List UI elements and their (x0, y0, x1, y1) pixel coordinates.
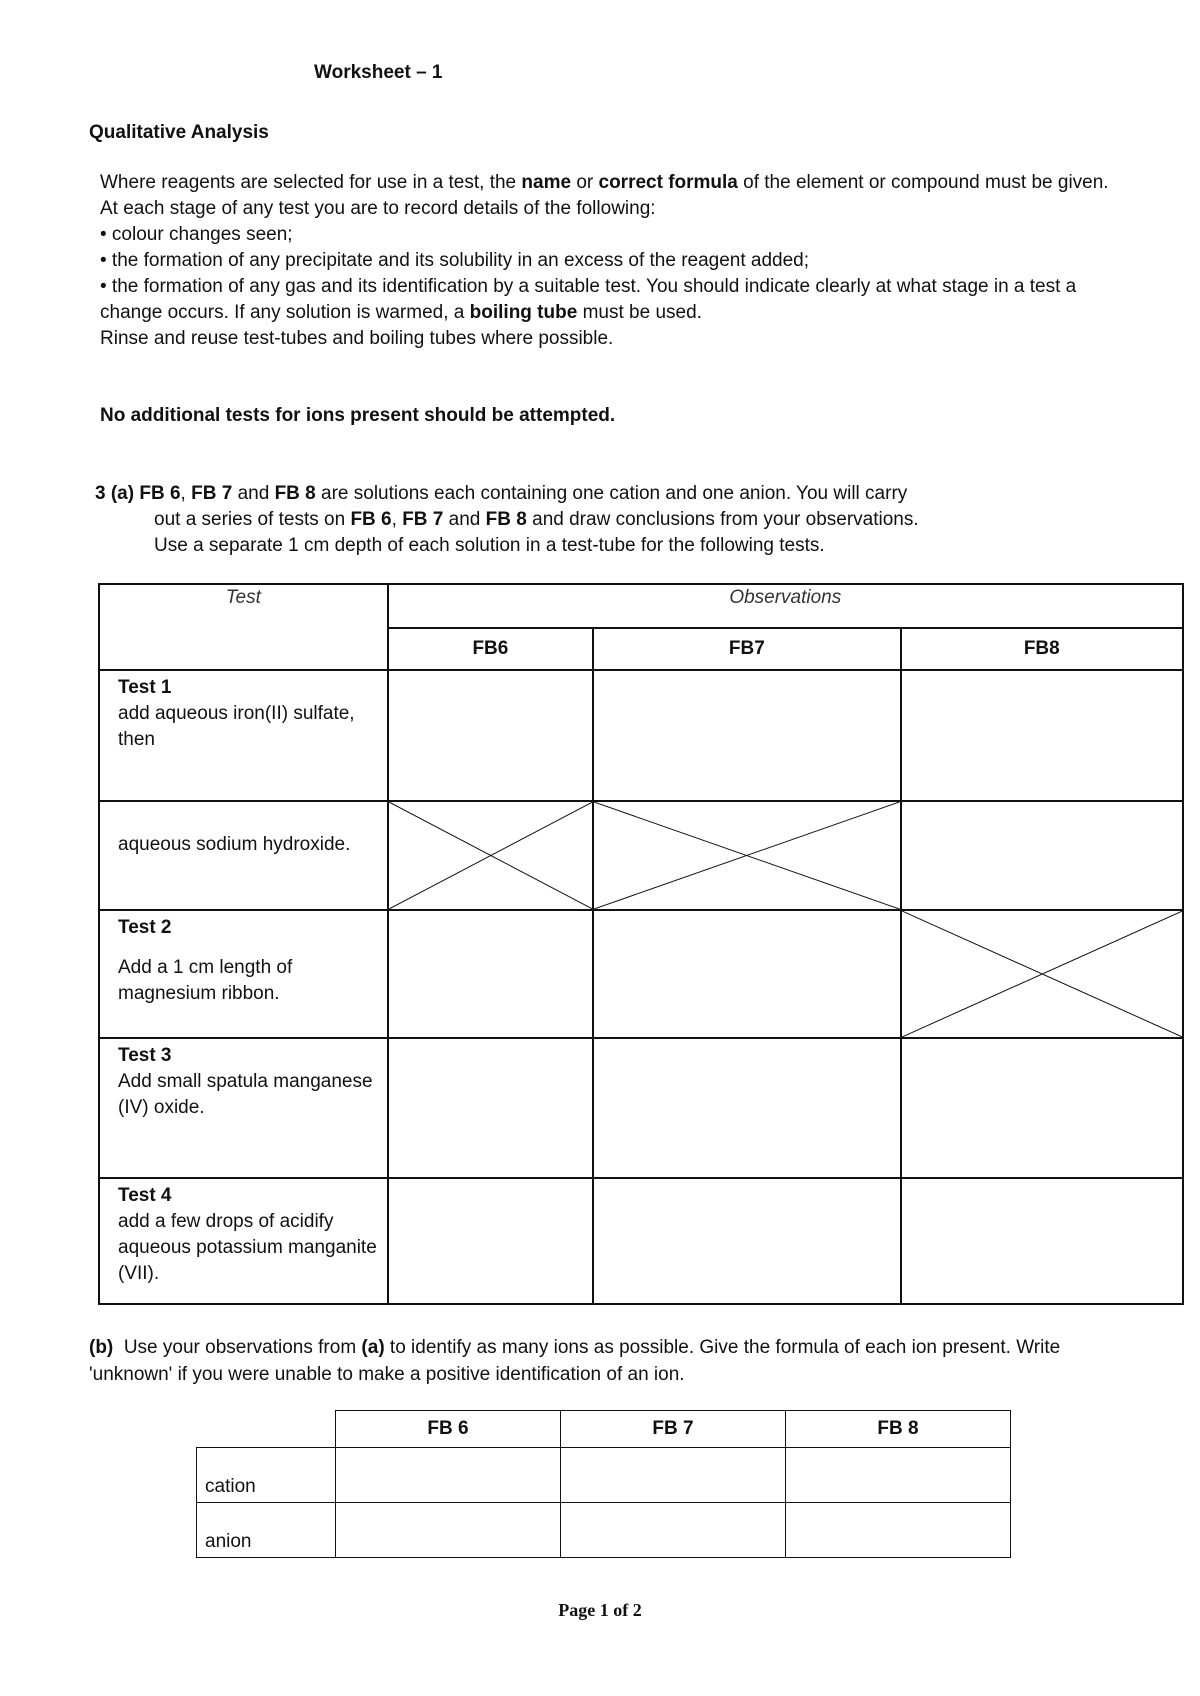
header-observations: Observations (388, 584, 1183, 628)
cation-fb7-answer[interactable] (561, 1448, 786, 1503)
ions-table-corner (197, 1411, 336, 1448)
header-fb8: FB8 (901, 628, 1183, 670)
test-1-fb8-answer[interactable] (901, 670, 1183, 801)
test-2-fb6-answer[interactable] (388, 910, 594, 1038)
instruction-bullet-colour: • colour changes seen; (100, 224, 293, 245)
test-4-fb7-answer[interactable] (593, 1178, 900, 1304)
cation-fb6-answer[interactable] (336, 1448, 561, 1503)
anion-fb6-answer[interactable] (336, 1503, 561, 1558)
ions-row-anion: anion (197, 1503, 336, 1558)
test-3-fb6-answer[interactable] (388, 1038, 594, 1178)
instruction-bullet-gas: • the formation of any gas and its identification by a suitable test. You should indicate clearly at what stage in a test a change occurs. If any solution is warmed, a boiling tube must be used. (100, 276, 1077, 323)
test-1b-cell: aqueous sodium hydroxide. (99, 801, 388, 910)
instruction-record: At each stage of any test you are to record details of the following: (100, 198, 656, 219)
instruction-bullet-precipitate: • the formation of any precipitate and its solubility in an excess of the reagent added; (100, 250, 810, 271)
q3-line3: Use a separate 1 cm depth of each solution in a test-tube for the following tests. (154, 535, 825, 556)
test-3-fb7-answer[interactable] (593, 1038, 900, 1178)
ions-header-fb8: FB 8 (786, 1411, 1011, 1448)
q3-line1: 3 (a) FB 6, FB 7 and FB 8 are solutions each containing one cation and one anion. You will carry (95, 483, 908, 504)
test-4-fb6-answer[interactable] (388, 1178, 594, 1304)
question-3b: (b) Use your observations from (a) to identify as many ions as possible. Give the formula of each ion present. Write 'unknown' if you were unable to make a positive identification of an ion. (89, 1337, 1061, 1385)
ions-table (196, 1410, 1011, 1558)
anion-fb7-answer[interactable] (561, 1503, 786, 1558)
instruction-reagents: Where reagents are selected for use in a test, the name or correct formula of the element or compound must be given. (100, 172, 1109, 193)
test-3-cell: Test 3 Add small spatula manganese (IV) oxide. (99, 1038, 388, 1178)
test-1b-fb6-crossed (388, 801, 594, 910)
worksheet-title: Worksheet – 1 (314, 62, 443, 83)
anion-fb8-answer[interactable] (786, 1503, 1011, 1558)
section-heading: Qualitative Analysis (89, 122, 269, 143)
test-2-fb8-crossed (901, 910, 1183, 1038)
ions-row-cation: cation (197, 1448, 336, 1503)
no-additional-tests-note: No additional tests for ions present should be attempted. (100, 405, 616, 426)
header-fb6: FB6 (388, 628, 594, 670)
header-test: Test (99, 584, 388, 670)
question-3a (95, 481, 1135, 559)
header-fb7: FB7 (593, 628, 900, 670)
page-number: Page 1 of 2 (558, 1600, 642, 1620)
test-1-fb7-answer[interactable] (593, 670, 900, 801)
test-1-cell: Test 1 add aqueous iron(II) sulfate, then (99, 670, 388, 801)
test-2-fb7-answer[interactable] (593, 910, 900, 1038)
cation-fb8-answer[interactable] (786, 1448, 1011, 1503)
q3-line2: out a series of tests on FB 6, FB 7 and FB 8 and draw conclusions from your observations. (154, 509, 919, 530)
test-4-fb8-answer[interactable] (901, 1178, 1183, 1304)
instruction-rinse: Rinse and reuse test-tubes and boiling tubes where possible. (100, 328, 614, 349)
instructions (100, 170, 1120, 352)
test-1b-fb7-crossed (593, 801, 900, 910)
ions-header-fb6: FB 6 (336, 1411, 561, 1448)
test-4-cell: Test 4 add a few drops of acidify aqueous potassium manganite (VII). (99, 1178, 388, 1304)
test-2-cell: Test 2 Add a 1 cm length of magnesium ribbon. (99, 910, 388, 1038)
observations-table (98, 583, 1184, 1305)
ions-header-fb7: FB 7 (561, 1411, 786, 1448)
test-1b-fb8-answer[interactable] (901, 801, 1183, 910)
test-3-fb8-answer[interactable] (901, 1038, 1183, 1178)
test-1-fb6-answer[interactable] (388, 670, 594, 801)
